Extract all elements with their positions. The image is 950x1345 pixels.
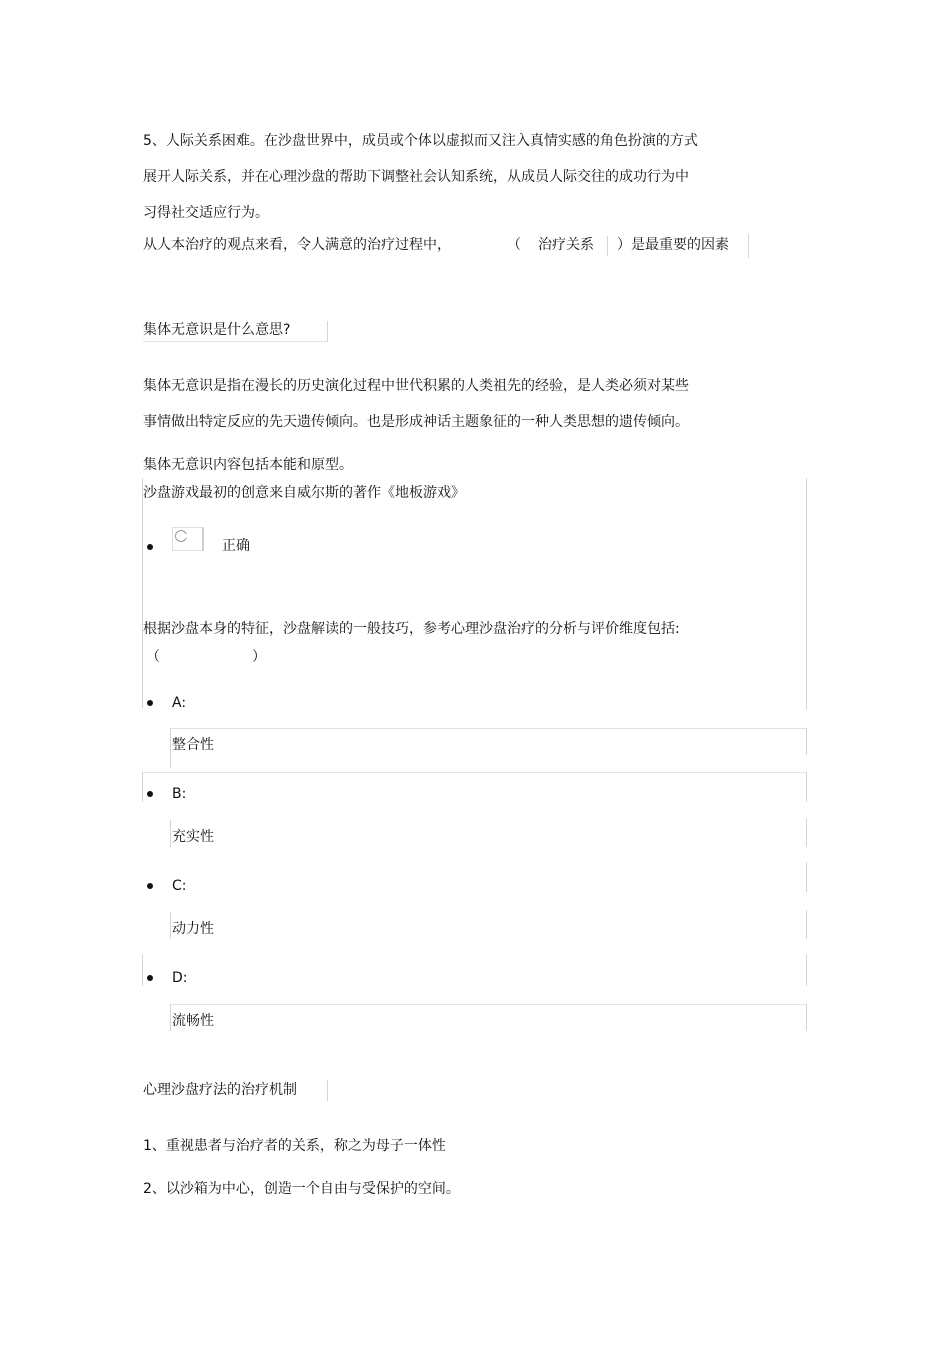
sandplay-origin-statement: 沙盘游戏最初的创意来自威尔斯的著作《地板游戏》 (143, 485, 465, 501)
collective-answer-line1: 集体无意识是指在漫长的历史演化过程中世代积累的人类祖先的经验，是人类必须对某些 (143, 378, 689, 394)
option-d-box-left (142, 954, 143, 986)
option-a-box-top (170, 728, 806, 729)
question-end-divider (748, 234, 749, 258)
option-c-letter: C: (172, 878, 187, 894)
option-a-text: 整合性 (172, 737, 214, 753)
collective-answer-line3: 集体无意识内容包括本能和原型。 (143, 457, 353, 473)
collective-answer-line2: 事情做出特定反应的先天遗传倾向。也是形成神话主题象征的一种人类思想的遗传倾向。 (143, 414, 689, 430)
dimensions-paren-open: （ (146, 649, 160, 665)
option-a-letter: A: (172, 695, 187, 711)
question-box-edge (327, 321, 328, 342)
option-d-text-right (806, 1004, 807, 1031)
dimensions-question: 根据沙盘本身的特征，沙盘解读的一般技巧，参考心理沙盘治疗的分析与评价维度包括: (143, 621, 680, 637)
option-d-text-top (170, 1004, 806, 1005)
option-b-box-top (142, 772, 806, 773)
mechanism-point1: 1、重视患者与治疗者的关系，称之为母子一体性 (143, 1138, 446, 1154)
option-a-box-right (806, 728, 807, 755)
panel-left-border (142, 478, 143, 708)
option-c-text-left (170, 912, 171, 939)
option-c-text: 动力性 (172, 921, 214, 937)
option-b-box-right (806, 772, 807, 802)
humanistic-question-suffix: ）是最重要的因素 (617, 237, 729, 253)
mechanism-question: 心理沙盘疗法的治疗机制 (143, 1082, 297, 1098)
humanistic-open-paren: （ (507, 237, 521, 253)
question-underline (143, 341, 328, 342)
option-a-bullet (147, 700, 153, 706)
mechanism-point2: 2、以沙箱为中心，创造一个自由与受保护的空间。 (143, 1181, 460, 1197)
panel-right-border (806, 478, 807, 710)
option-d-box-right (806, 954, 807, 986)
option-d-letter: D: (172, 970, 188, 986)
option-b-letter: B: (172, 786, 187, 802)
option-d-text-left (170, 1004, 171, 1031)
item5-line1: 5、人际关系困难。在沙盘世界中，成员或个体以虚拟而又注入真情实感的角色扮演的方式 (143, 133, 698, 149)
option-d-bullet (147, 975, 153, 981)
answer-divider (607, 236, 608, 256)
mechanism-box-edge (327, 1080, 328, 1101)
option-bullet (147, 544, 153, 550)
option-c-text-right (806, 910, 807, 939)
option-b-text: 充实性 (172, 829, 214, 845)
option-b-box-left (142, 772, 143, 802)
option-correct-label: 正确 (222, 538, 250, 554)
humanistic-question-prefix: 从人本治疗的观点来看，令人满意的治疗过程中， (143, 237, 451, 253)
option-d-text: 流畅性 (172, 1013, 214, 1029)
option-c-box-right (806, 862, 807, 892)
item5-line3: 习得社交适应行为。 (143, 205, 269, 221)
option-b-bullet (147, 791, 153, 797)
item5-line2: 展开人际关系，并在心理沙盘的帮助下调整社会认知系统，从成员人际交往的成功行为中 (143, 169, 689, 185)
option-b-text-left (170, 820, 171, 847)
option-c-bullet (147, 883, 153, 889)
radio-circle-icon (175, 530, 187, 542)
collective-question: 集体无意识是什么意思? (143, 322, 291, 338)
dimensions-paren-close: ） (252, 649, 266, 665)
option-a-box-left (170, 728, 171, 768)
option-b-text-right (806, 818, 807, 847)
radio-button-correct[interactable] (172, 527, 204, 551)
humanistic-answer: 治疗关系 (538, 237, 594, 253)
